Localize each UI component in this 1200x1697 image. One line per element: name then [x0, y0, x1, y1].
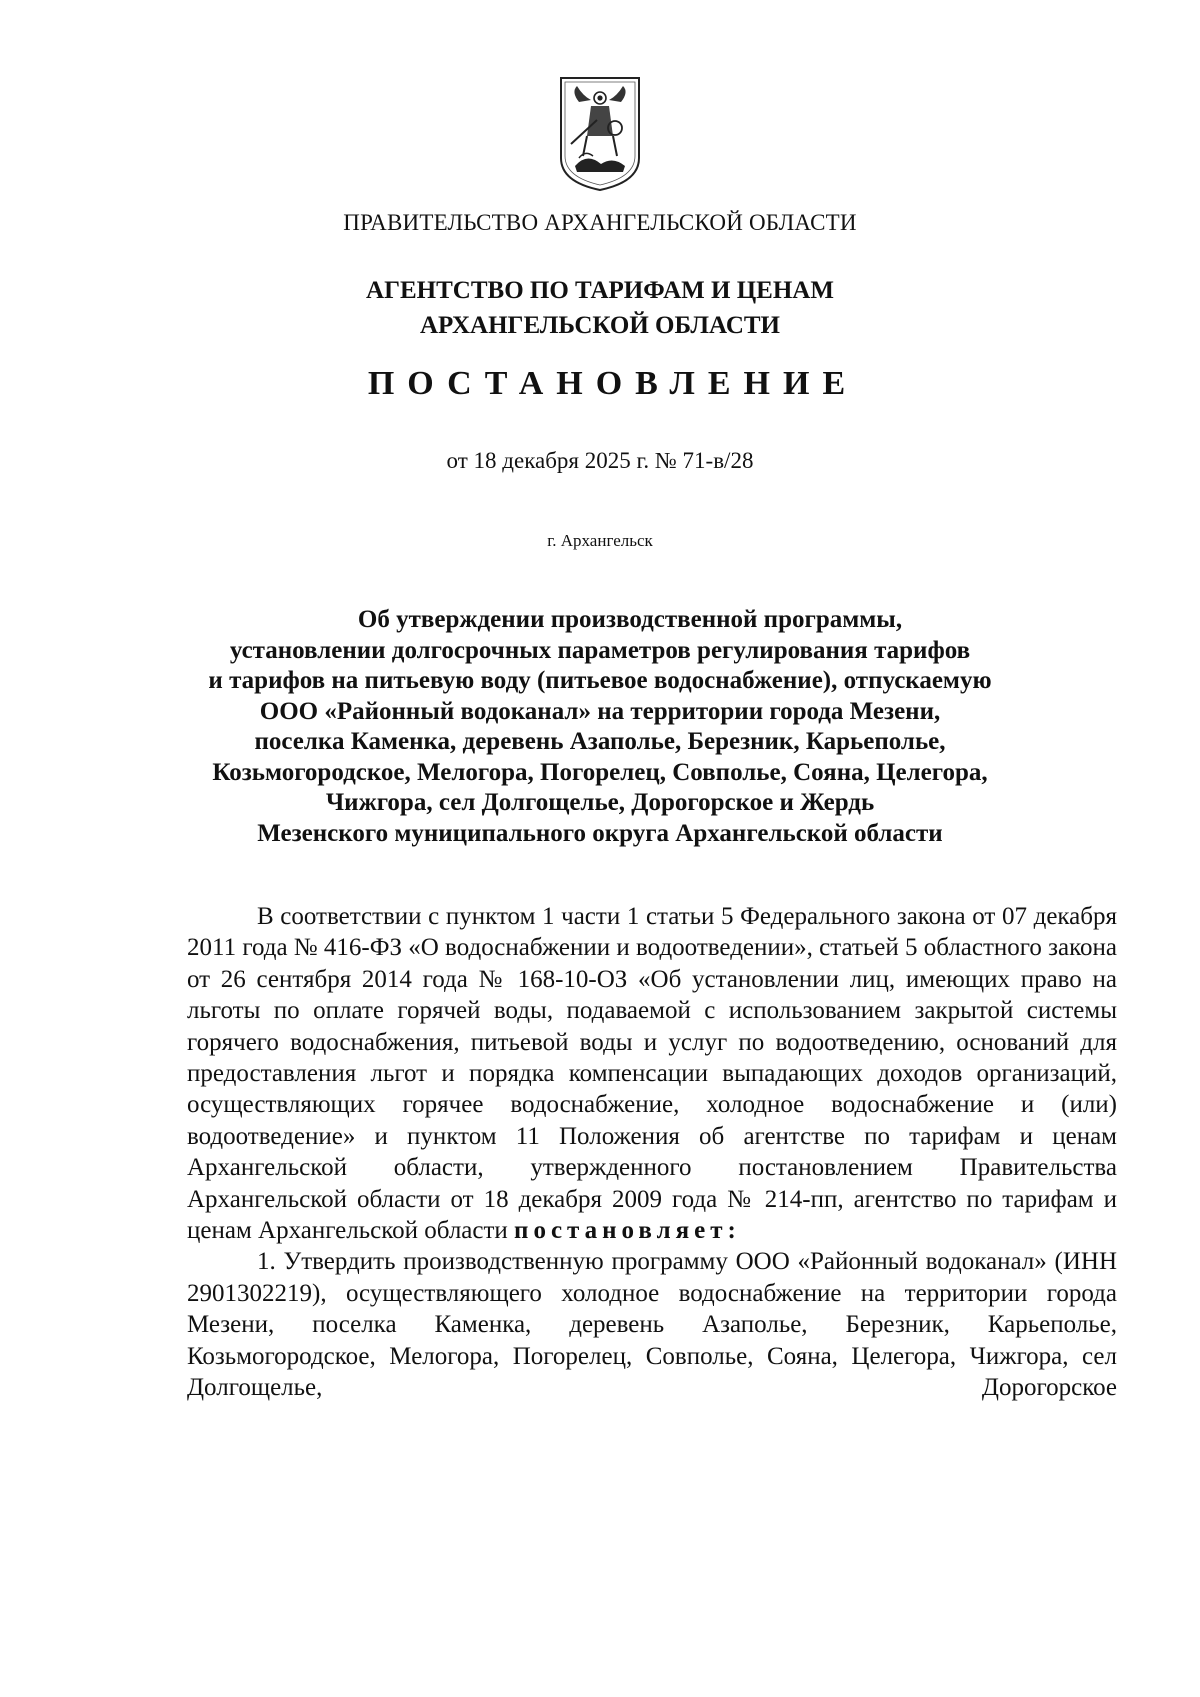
government-name: ПРАВИТЕЛЬСТВО АРХАНГЕЛЬСКОЙ ОБЛАСТИ [343, 210, 857, 235]
document-title [0, 605, 1200, 849]
document-date-number: от 18 декабря 2025 г. № 71-в/28 [446, 448, 754, 473]
preamble-text: В соответствии с пунктом 1 части 1 статьи 5 Федерального закона от 07 декабря 2011 года № 416-ФЗ «О водоснабжении и водоотведении», статьей 5 областного закона от 26 сентября 2014 года № 168-10-ОЗ «Об установлении лиц, имеющих право на льготы по оплате горячей воды, подаваемой с использованием закрытой системы горячего водоснабжения, питьевой воды и услуг по водоотведению, оснований для предоставления льгот и порядка компенсации выпадающих доходов организаций, осуществляющих горячее водоснабжение, холодное водоснабжение и (или) водоотведение» и пунктом 11 Положения об агентстве по тарифам и ценам Архангельской области, утвержденного постановлением Правительства Архангельской области от 18 декабря 2009 года № 214-пп, агентство по тарифам и ценам Архангельской области [187, 903, 1117, 1245]
decree-word: постановляет [514, 1217, 728, 1245]
title-line: Об утверждении производственной программы, [357, 606, 903, 633]
title-line: ООО «Районный водоканал» на территории города Мезени, [259, 697, 941, 725]
document-body [187, 901, 1117, 1404]
document-type: ПОСТАНОВЛЕНИЕ [367, 365, 859, 402]
preamble-paragraph [187, 901, 1117, 1246]
item-1-paragraph: 1. Утвердить производственную программу ООО «Районный водоканал» (ИНН 2901302219), осуществляющего холодное водоснабжение на территории города Мезени, поселка Каменка, деревень Азаполье, Березник, Карьеполье, Козьмогородское, Мелогора, Погорелец, Совполье, Сояна, Целегора, Чижгора, сел Долгощелье, Дорогорское [187, 1248, 1117, 1402]
title-line: установлении долгосрочных параметров регулирования тарифов [229, 636, 971, 664]
agency-line-2: АРХАНГЕЛЬСКОЙ ОБЛАСТИ [420, 312, 780, 339]
title-line: поселка Каменка, деревень Азаполье, Березник, Карьеполье, [254, 728, 946, 755]
decree-colon: : [727, 1217, 736, 1245]
title-line: Чижгора, сел Долгощелье, Дорогорское и Жердь [325, 789, 875, 816]
agency-line-1: АГЕНТСТВО ПО ТАРИФАМ И ЦЕНАМ [366, 277, 834, 304]
title-line: Мезенского муниципального округа Архангельской области [257, 819, 943, 847]
document-city: г. Архангельск [547, 531, 653, 550]
title-line: Козьмогородское, Мелогора, Погорелец, Совполье, Сояна, Целегора, [212, 758, 988, 786]
agency-name [0, 273, 1200, 343]
coat-of-arms-icon [557, 74, 643, 194]
title-line: и тарифов на питьевую воду (питьевое водоснабжение), отпускаемую [208, 667, 992, 694]
